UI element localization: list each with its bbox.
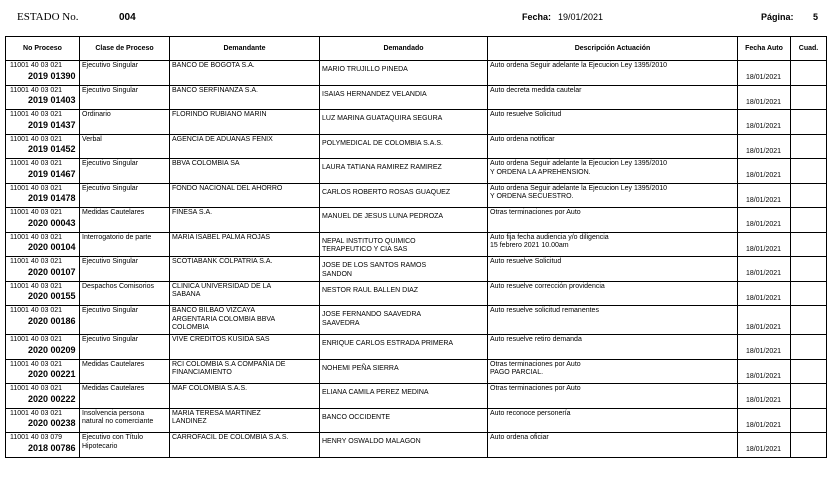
proceso-number: 2019 01478	[28, 193, 76, 203]
fecha-value: 19/01/2021	[558, 12, 604, 22]
proceso-prefix: 11001 40 03 021	[10, 258, 63, 265]
demandado-text: HENRY OSWALDO MALAGON	[322, 438, 421, 445]
proceso-prefix: 11001 40 03 021	[10, 233, 63, 241]
cell-demandante: RCI COLOMBIA S.A COMPAÑIA DE FINANCIAMIENTO	[170, 359, 320, 384]
cell-demandado	[320, 61, 488, 86]
cell-fecha-auto: 18/01/2021	[738, 110, 791, 135]
proceso-number: 2020 00209	[28, 344, 76, 355]
cell-cuad	[791, 408, 827, 433]
cell-demandante: CARROFACIL DE COLOMBIA S.A.S.	[170, 433, 320, 458]
cell-clase: Medidas Cautelares	[80, 208, 170, 233]
proceso-prefix: 11001 40 03 021	[10, 135, 63, 143]
cell-descripcion: Auto ordena oficiar	[488, 433, 738, 458]
cell-cuad	[791, 281, 827, 306]
cell-clase: Verbal	[80, 134, 170, 159]
cell-no-proceso	[6, 433, 80, 458]
cell-clase: Ejecutivo Singular	[80, 306, 170, 335]
cell-descripcion: Auto fija fecha audiencia y/o diligencia 15 febrero 2021 10.00am	[488, 232, 738, 257]
table-header-row	[6, 37, 827, 61]
proceso-prefix: 11001 40 03 021	[10, 209, 63, 216]
cell-clase: Ejecutivo con Título Hipotecario	[80, 433, 170, 458]
demandado-text: JOSE DE LOS SANTOS RAMOS SANDON	[322, 262, 427, 278]
table-row	[6, 183, 827, 208]
cell-cuad	[791, 110, 827, 135]
cell-demandado	[320, 134, 488, 159]
proceso-number: 2019 01452	[28, 144, 76, 154]
proceso-number: 2018 00786	[28, 442, 76, 453]
cell-cuad	[791, 61, 827, 86]
cell-demandante: MARIA ISABEL PALMA ROJAS	[170, 232, 320, 257]
cell-fecha-auto: 18/01/2021	[738, 85, 791, 110]
cell-no-proceso	[6, 408, 80, 433]
cell-fecha-auto: 18/01/2021	[738, 208, 791, 233]
cell-no-proceso	[6, 257, 80, 282]
proceso-number: 2020 00107	[28, 266, 76, 277]
estado-number: 004	[119, 12, 136, 23]
table-body	[6, 61, 827, 458]
fecha-label: Fecha:	[522, 12, 552, 22]
cell-no-proceso	[6, 359, 80, 384]
cell-demandante: MAF COLOMBIA S.A.S.	[170, 384, 320, 409]
cell-no-proceso	[6, 335, 80, 360]
cell-cuad	[791, 359, 827, 384]
cell-clase: Ejecutivo Singular	[80, 257, 170, 282]
proceso-number: 2020 00238	[28, 418, 76, 428]
proceso-prefix: 11001 40 03 021	[10, 307, 63, 314]
demandado-text: NEPAL INSTITUTO QUIMICO TERAPEUTICO Y CIA SAS	[322, 237, 416, 253]
proceso-prefix: 11001 40 03 021	[10, 282, 63, 290]
cell-clase: Ejecutivo Singular	[80, 335, 170, 360]
proceso-number: 2019 01390	[28, 70, 76, 81]
cell-demandante: FINESA S.A.	[170, 208, 320, 233]
cell-fecha-auto: 18/01/2021	[738, 281, 791, 306]
cell-descripcion: Otras terminaciones por Auto	[488, 384, 738, 409]
cell-demandado	[320, 281, 488, 306]
cell-clase: Ejecutivo Singular	[80, 61, 170, 86]
table-row	[6, 134, 827, 159]
cell-demandado	[320, 433, 488, 458]
proceso-prefix: 11001 40 03 021	[10, 409, 63, 417]
cell-descripcion: Auto resuelve Solicitud	[488, 257, 738, 282]
table-row	[6, 306, 827, 335]
demandado-text: NESTOR RAUL BALLEN DIAZ	[322, 286, 419, 294]
demandado-text: CARLOS ROBERTO ROSAS GUAQUEZ	[322, 188, 451, 196]
cell-demandante: BANCO SERFINANZA S.A.	[170, 85, 320, 110]
col-header-fecha-auto: Fecha Auto	[738, 37, 791, 61]
cell-cuad	[791, 384, 827, 409]
col-header-clase: Clase de Proceso	[80, 37, 170, 61]
table-row	[6, 85, 827, 110]
cell-demandado	[320, 384, 488, 409]
cell-fecha-auto: 18/01/2021	[738, 335, 791, 360]
cell-descripcion: Auto ordena Seguir adelante la Ejecucion Ley 1395/2010 Y ORDENA LA APREHENSION.	[488, 159, 738, 184]
cell-fecha-auto: 18/01/2021	[738, 159, 791, 184]
cell-demandado	[320, 232, 488, 257]
proceso-prefix: 11001 40 03 021	[10, 86, 63, 94]
cell-clase: Medidas Cautelares	[80, 359, 170, 384]
table-row	[6, 359, 827, 384]
cell-descripcion: Auto resuelve Solicitud	[488, 110, 738, 135]
cell-descripcion: Auto decreta medida cautelar	[488, 85, 738, 110]
cell-demandante: FONDO NACIONAL DEL AHORRO	[170, 183, 320, 208]
cell-demandado	[320, 408, 488, 433]
cell-fecha-auto: 18/01/2021	[738, 306, 791, 335]
proceso-number: 2020 00104	[28, 242, 76, 252]
cell-no-proceso	[6, 61, 80, 86]
cell-cuad	[791, 183, 827, 208]
cell-clase: Ejecutivo Singular	[80, 85, 170, 110]
pagina-number: 5	[813, 12, 819, 22]
cell-fecha-auto: 18/01/2021	[738, 232, 791, 257]
proceso-number: 2019 01403	[28, 95, 76, 105]
cell-clase: Ejecutivo Singular	[80, 183, 170, 208]
demandado-text: ISAIAS HERNANDEZ VELANDIA	[322, 90, 427, 98]
cell-no-proceso	[6, 281, 80, 306]
demandado-text: ELIANA CAMILA PEREZ MEDINA	[322, 389, 429, 396]
table-row	[6, 110, 827, 135]
proceso-prefix: 11001 40 03 021	[10, 160, 63, 167]
cell-demandante: AGENCIA DE ADUANAS FENIX	[170, 134, 320, 159]
table-row	[6, 335, 827, 360]
cell-demandado	[320, 359, 488, 384]
cell-cuad	[791, 433, 827, 458]
cell-clase: Ejecutivo Singular	[80, 159, 170, 184]
cell-fecha-auto: 18/01/2021	[738, 134, 791, 159]
table-row	[6, 257, 827, 282]
cell-cuad	[791, 335, 827, 360]
table-row	[6, 232, 827, 257]
demandado-text: POLYMEDICAL DE COLOMBIA S.A.S.	[322, 139, 443, 147]
proceso-number: 2020 00222	[28, 393, 76, 404]
cell-demandante: SCOTIABANK COLPATRIA S.A.	[170, 257, 320, 282]
cell-demandante: VIVE CREDITOS KUSIDA SAS	[170, 335, 320, 360]
cell-demandante: BANCO BILBAO VIZCAYA ARGENTARIA COLOMBIA BBVA COLOMBIA	[170, 306, 320, 335]
table-row	[6, 159, 827, 184]
cell-fecha-auto: 18/01/2021	[738, 183, 791, 208]
cell-demandante: FLORINDO RUBIANO MARIN	[170, 110, 320, 135]
proceso-prefix: 11001 40 03 021	[10, 184, 63, 192]
cell-no-proceso	[6, 306, 80, 335]
cell-demandado	[320, 159, 488, 184]
cell-descripcion: Auto resuelve retiro demanda	[488, 335, 738, 360]
demandado-text: LUZ MARINA GUATAQUIRA SEGURA	[322, 115, 443, 122]
cell-descripcion: Auto resuelve solicitud remanentes	[488, 306, 738, 335]
cell-clase: Medidas Cautelares	[80, 384, 170, 409]
table-row	[6, 433, 827, 458]
cell-cuad	[791, 208, 827, 233]
cell-fecha-auto: 18/01/2021	[738, 384, 791, 409]
demandado-text: MANUEL DE JESUS LUNA PEDROZA	[322, 213, 444, 220]
cell-no-proceso	[6, 85, 80, 110]
pagina-label: Página:	[761, 12, 794, 22]
cell-cuad	[791, 159, 827, 184]
proceso-prefix: 11001 40 03 021	[10, 336, 63, 343]
cell-descripcion: Auto ordena Seguir adelante la Ejecucion Ley 1395/2010 Y ORDENA SECUESTRO.	[488, 183, 738, 208]
proceso-prefix: 11001 40 03 021	[10, 360, 63, 368]
proceso-prefix: 11001 40 03 021	[10, 62, 63, 69]
cell-demandante: BBVA COLOMBIA SA	[170, 159, 320, 184]
cell-descripcion: Auto reconoce personería	[488, 408, 738, 433]
cell-demandado	[320, 208, 488, 233]
cell-no-proceso	[6, 110, 80, 135]
cell-no-proceso	[6, 208, 80, 233]
demandado-text: JOSE FERNANDO SAAVEDRA SAAVEDRA	[322, 311, 422, 327]
proceso-prefix: 11001 40 03 021	[10, 111, 63, 118]
cell-cuad	[791, 134, 827, 159]
document-header	[0, 0, 831, 36]
col-header-demandado: Demandado	[320, 37, 488, 61]
cell-fecha-auto: 18/01/2021	[738, 359, 791, 384]
estado-label: ESTADO No.	[17, 11, 79, 23]
demandado-text: BANCO OCCIDENTE	[322, 413, 391, 421]
cell-descripcion: Otras terminaciones por Auto	[488, 208, 738, 233]
cell-demandado	[320, 85, 488, 110]
cell-cuad	[791, 232, 827, 257]
cell-no-proceso	[6, 134, 80, 159]
demandado-text: MARIO TRUJILLO PINEDA	[322, 66, 408, 73]
cell-clase: Despachos Comisorios	[80, 281, 170, 306]
cell-demandado	[320, 306, 488, 335]
cell-no-proceso	[6, 159, 80, 184]
cell-clase: Insolvencia persona natural no comerciante	[80, 408, 170, 433]
cell-fecha-auto: 18/01/2021	[738, 61, 791, 86]
cell-fecha-auto: 18/01/2021	[738, 433, 791, 458]
proceso-prefix: 11001 40 03 079	[10, 434, 63, 441]
table-row	[6, 384, 827, 409]
cell-clase: Interrogatorio de parte	[80, 232, 170, 257]
cell-descripcion: Auto resuelve corrección providencia	[488, 281, 738, 306]
cell-demandado	[320, 335, 488, 360]
col-header-cuad: Cuad.	[791, 37, 827, 61]
col-header-no-proceso: No Proceso	[6, 37, 80, 61]
cell-demandado	[320, 110, 488, 135]
cell-no-proceso	[6, 232, 80, 257]
cell-demandante: CLINICA UNIVERSIDAD DE LA SABANA	[170, 281, 320, 306]
cell-cuad	[791, 85, 827, 110]
cell-descripcion: Auto ordena notificar	[488, 134, 738, 159]
table-row	[6, 281, 827, 306]
demandado-text: LAURA TATIANA RAMIREZ RAMIREZ	[322, 164, 442, 171]
demandado-text: NOHEMI PEÑA SIERRA	[322, 364, 399, 372]
cell-no-proceso	[6, 183, 80, 208]
proceso-number: 2020 00155	[28, 291, 76, 301]
table-row	[6, 208, 827, 233]
cell-fecha-auto: 18/01/2021	[738, 408, 791, 433]
cell-demandado	[320, 183, 488, 208]
estado-table	[5, 36, 827, 458]
proceso-number: 2019 01437	[28, 119, 76, 130]
proceso-prefix: 11001 40 03 021	[10, 385, 63, 392]
col-header-demandante: Demandante	[170, 37, 320, 61]
cell-demandante: MARIA TERESA MARTINEZ LANDINEZ	[170, 408, 320, 433]
cell-cuad	[791, 257, 827, 282]
proceso-number: 2020 00043	[28, 217, 76, 228]
table-row	[6, 61, 827, 86]
proceso-number: 2020 00186	[28, 315, 76, 326]
proceso-number: 2019 01467	[28, 168, 76, 179]
demandado-text: ENRIQUE CARLOS ESTRADA PRIMERA	[322, 340, 454, 347]
cell-fecha-auto: 18/01/2021	[738, 257, 791, 282]
cell-demandado	[320, 257, 488, 282]
col-header-descripcion: Descripción Actuación	[488, 37, 738, 61]
cell-no-proceso	[6, 384, 80, 409]
cell-cuad	[791, 306, 827, 335]
cell-demandante: BANCO DE BOGOTA S.A.	[170, 61, 320, 86]
cell-clase: Ordinario	[80, 110, 170, 135]
table-row	[6, 408, 827, 433]
cell-descripcion: Auto ordena Seguir adelante la Ejecucion Ley 1395/2010	[488, 61, 738, 86]
proceso-number: 2020 00221	[28, 369, 76, 379]
cell-descripcion: Otras terminaciones por Auto PAGO PARCIAL.	[488, 359, 738, 384]
